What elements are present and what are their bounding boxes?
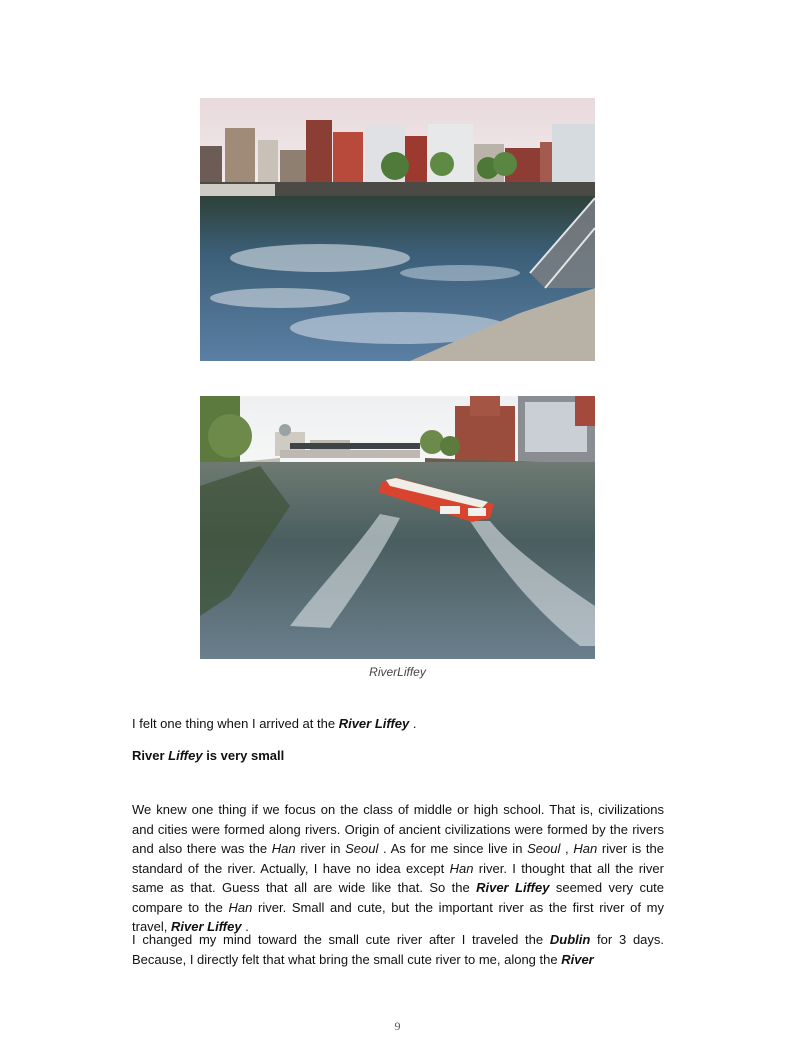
intro-paragraph (132, 714, 664, 734)
han-river-term: Han (449, 860, 474, 876)
body1-text: river. I thought that all the river same as that. Guess that all are wide like that. So the (132, 860, 664, 895)
intro-end: . (409, 716, 417, 731)
river-liffey-photo-boat (200, 396, 595, 659)
heading-river: River (132, 748, 169, 763)
figure-caption: RiverLiffey (369, 665, 426, 679)
seoul-term: Seoul (345, 841, 379, 856)
river-liffey-photo-city-view (200, 98, 595, 361)
body1-text: river. Small and cute, but the important river as the first river of my travel, (132, 899, 664, 934)
body1-text: . (241, 919, 249, 934)
page-number: 9 (394, 1019, 401, 1033)
river-emphasis: River (561, 951, 594, 967)
body1-text: . As for me since live in (378, 841, 528, 856)
river-liffey-emphasis: River Liffey (171, 919, 242, 934)
body1-text: river is the standard of the river. Actually, I have no idea except (132, 841, 664, 876)
river-city-illustration (200, 98, 595, 361)
han-river-term: Han (228, 899, 253, 915)
body2-text: for 3 days. Because, I directly felt that what bring the small cute river to me, along the (132, 932, 665, 967)
heading-rest: is very small (202, 748, 285, 763)
body-paragraph-2 (132, 930, 664, 969)
han-river-term: Han (271, 841, 296, 856)
han-river-term: Han (573, 841, 598, 856)
body1-text: river in (295, 841, 346, 856)
body2-text: I changed my mind toward the small cute river after I traveled the (132, 932, 550, 947)
section-heading (132, 746, 664, 766)
river-boat-illustration (200, 396, 595, 659)
river-liffey-emphasis: River Liffey (338, 716, 410, 731)
dublin-emphasis: Dublin (549, 932, 591, 947)
body-paragraph-1 (132, 800, 664, 937)
body1-text: We knew one thing if we focus on the class of middle or high school. That is, civilizations and cities were formed along rivers. Origin of ancient civilizations were formed by the rivers and also there was the (132, 802, 664, 856)
intro-text: I felt one thing when I arrived at the (132, 716, 339, 731)
body1-text: seemed very cute compare to the (132, 880, 665, 915)
heading-liffey: Liffey (168, 748, 203, 763)
river-liffey-emphasis: River Liffey (476, 880, 550, 895)
body1-text: , (560, 841, 574, 856)
seoul-term: Seoul (527, 841, 561, 856)
